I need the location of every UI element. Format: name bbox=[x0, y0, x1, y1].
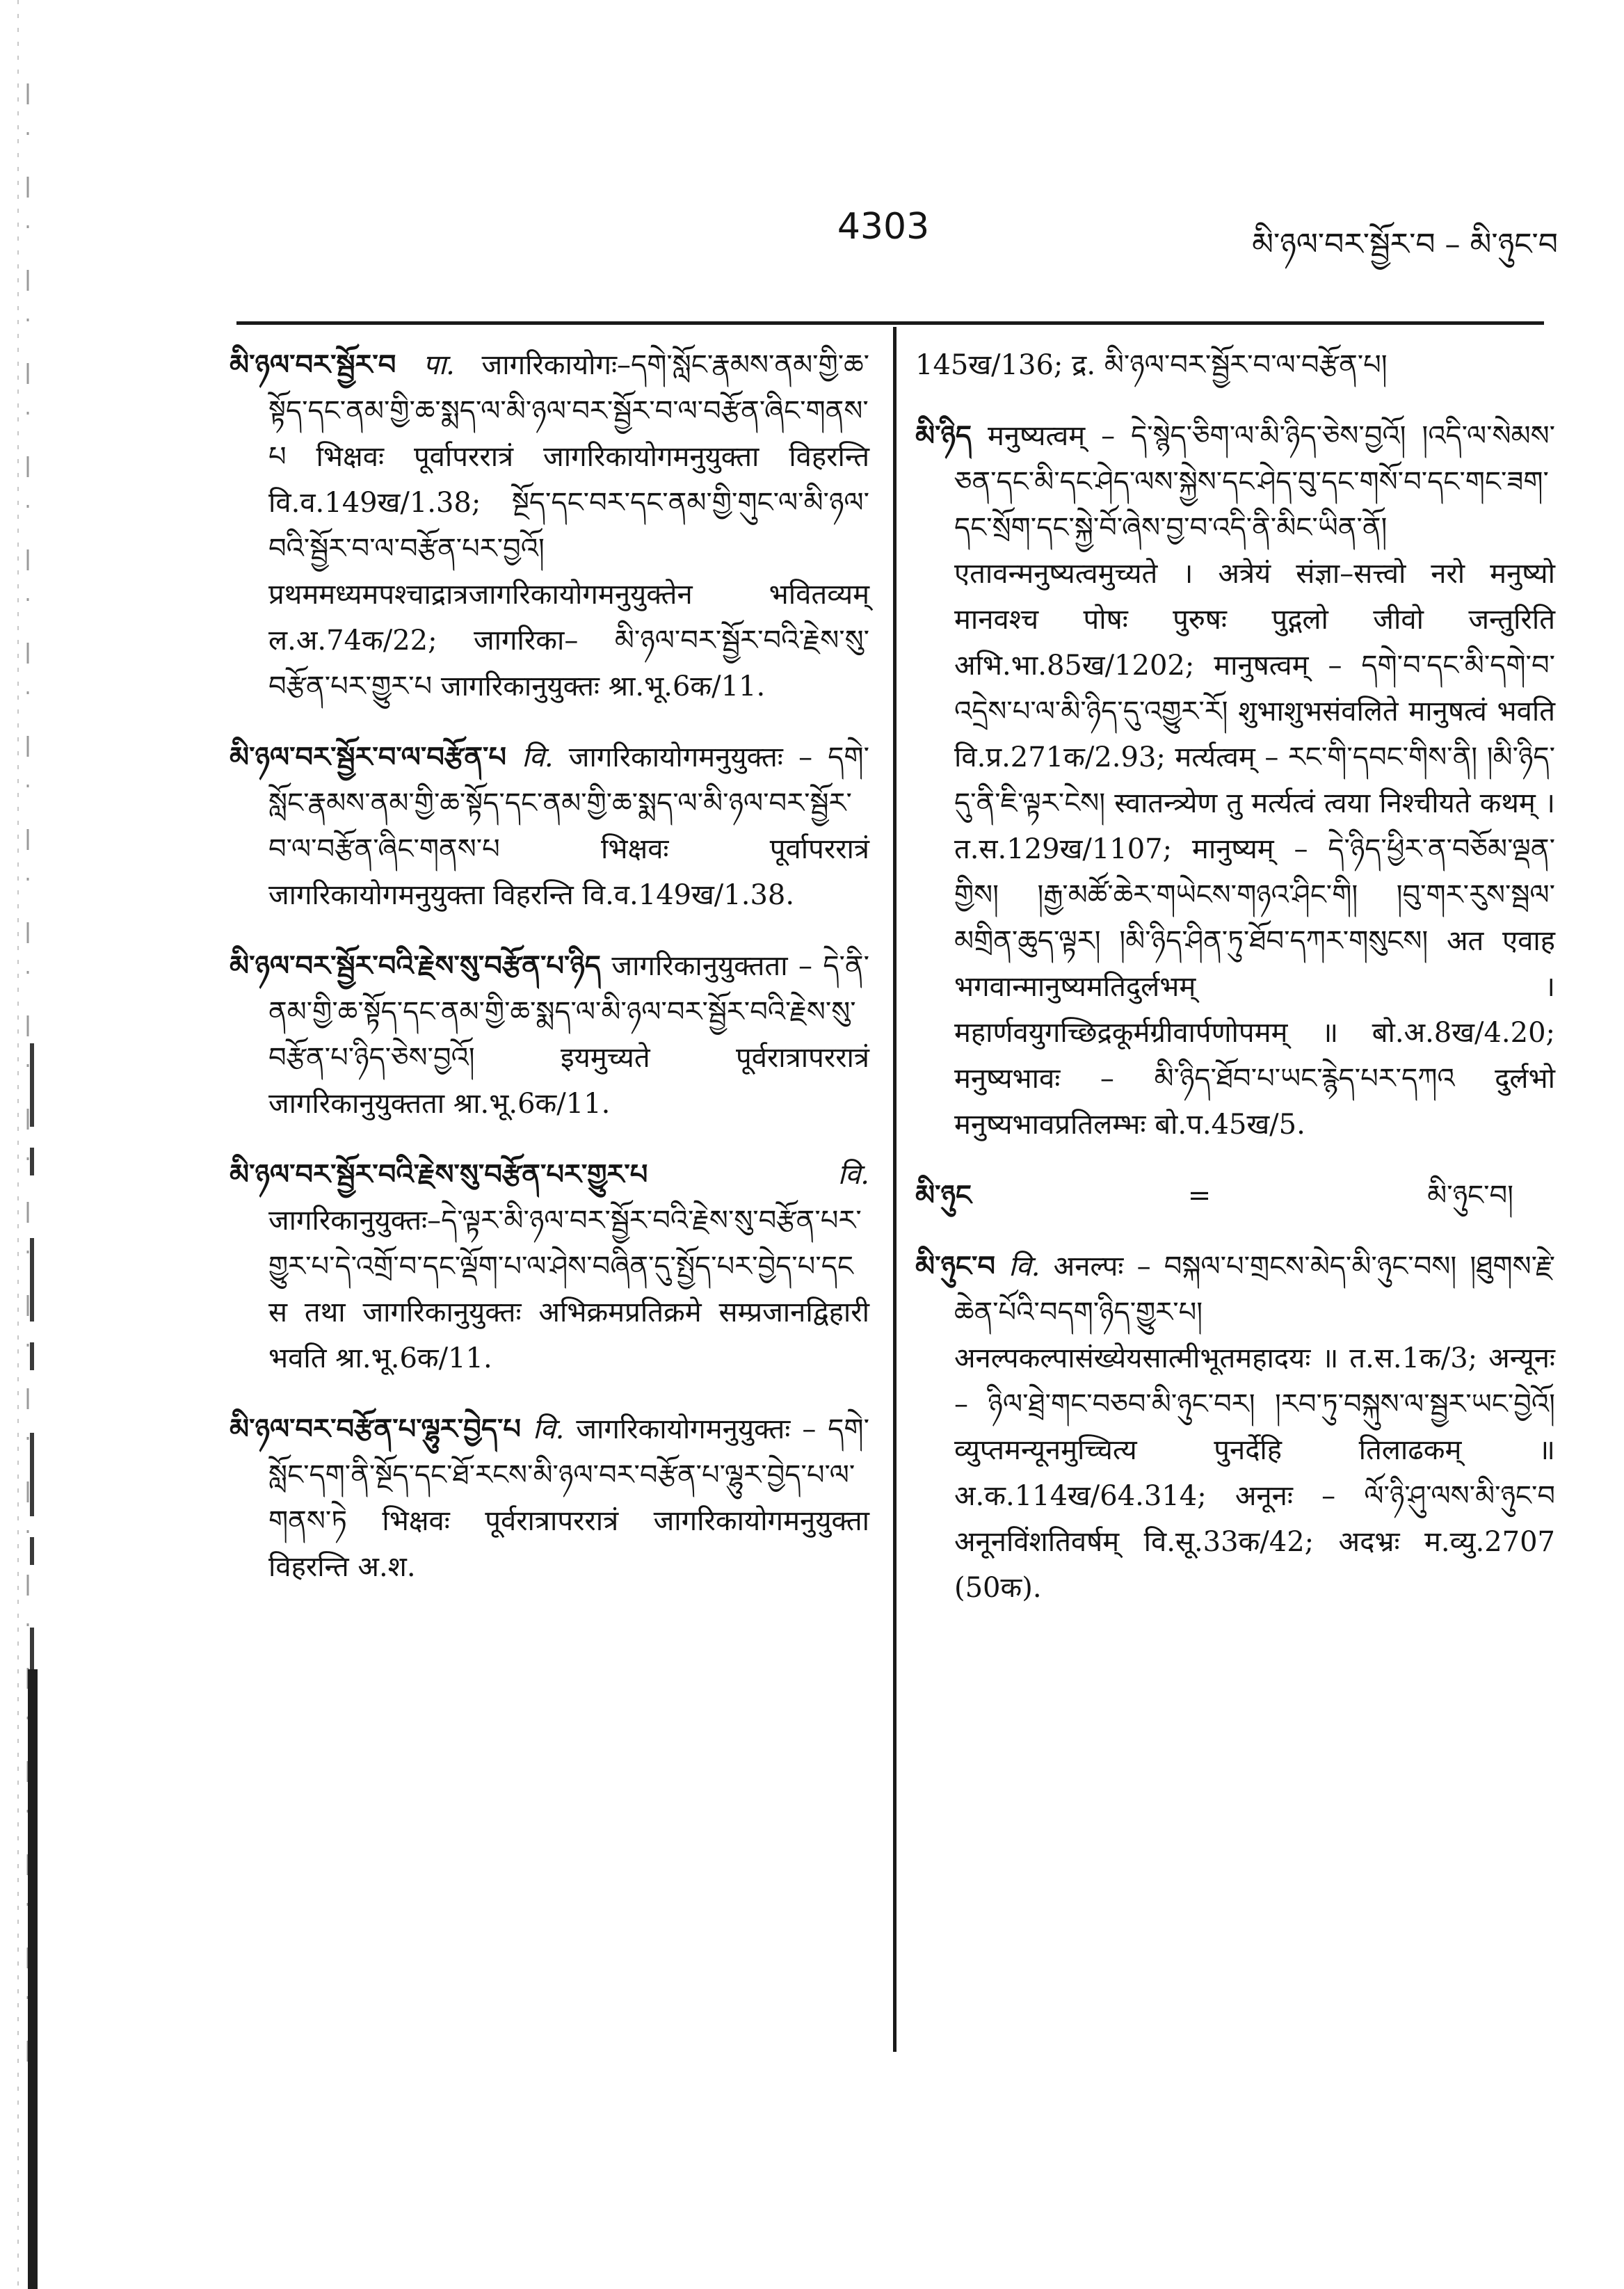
entry-body: जागरिकायोगः–དགེ་སློང་རྣམས་ནམ་གྱི་ཆ་སྟོད་དང་ནམ་གྱི་ཆ་སྨད་ལ་མི་ཉལ་བར་སྦྱོར་བ་ལ་བརྩོན་ཞིང་གནས་པ भिक्षवः पूर्वापररात्रं जागरिकायोगमनुयुक्ता विहरन्ति वि.व.149ख/1.38; སྔོད་དང་བར་དང་ནམ་གྱི་གུང་ལ་མི་ཉལ་བའི་སྦྱོར་བ་ལ་བརྩོན་པར་བྱའོ། प्रथममध्यमपश्चाद्रात्रजागरिकायोगमनुयुक्तेन भवितव्यम् ल.अ.74क/22; जागरिका– མི་ཉལ་བར་སྦྱོར་བའི་རྗེས་སུ་བརྩོན་པར་གྱུར་པ जागरिकानुयुक्तः श्रा.भू.6क/11. bbox=[268, 349, 870, 702]
entry-pos: वि. bbox=[837, 1159, 869, 1191]
scan-edge-shadow bbox=[4, 0, 49, 2289]
running-head: མི་ཉལ་བར་སྦྱོར་བ – མི་ཉུང་བ bbox=[1252, 227, 1558, 262]
entry-headword: མི་ཉིད bbox=[915, 419, 972, 452]
dictionary-entry bbox=[230, 734, 869, 918]
entry-headword: མི་ཉལ་བར་སྦྱོར་བ་ལ་བརྩོན་པ bbox=[230, 741, 507, 773]
entry-body: जागरिकायोगमनुयुक्तः – དགེ་སློང་རྣམས་ནམ་གྱི་ཆ་སྟོད་དང་ནམ་གྱི་ཆ་སྨད་ལ་མི་ཉལ་བར་སྦྱོར་བ་ལ་བརྩོན་ཞིང་གནས་པ भिक्षवः पूर्वापररात्रं जागरिकायोगमनुयुक्ता विहरन्ति वि.व.149ख/1.38. bbox=[268, 741, 869, 911]
entry-body: जागरिकानुयुक्तता – དེ་ནི་ནམ་གྱི་ཆ་སྟོད་དང་ནམ་གྱི་ཆ་སྨད་ལ་མི་ཉལ་བར་སྦྱོར་བའི་རྗེས་སུ་བརྩོན་པ་ཉིད་ཅེས་བྱའོ། इयमुच्यते पूर्वरात्रापररात्रं जागरिकानुयुक्तता श्रा.भू.6क/11. bbox=[268, 950, 870, 1120]
header-rule bbox=[236, 321, 1544, 325]
entry-pos: वि. bbox=[522, 741, 554, 773]
entry-headword: མི་ཉལ་བར་སྦྱོར་བའི་རྗེས་སུ་བརྩོན་པ་ཉིད bbox=[230, 949, 601, 982]
entry-pos: वि. bbox=[533, 1413, 565, 1445]
dictionary-entry bbox=[230, 342, 869, 709]
entry-body: 145ख/136; द्र. མི་ཉལ་བར་སྦྱོར་བ་ལ་བརྩོན་པ། bbox=[915, 349, 1388, 381]
entry-headword: མི་ཉལ་བར་སྦྱོར་བའི་རྗེས་སུ་བརྩོན་པར་གྱུར་པ bbox=[230, 1158, 648, 1191]
xref-sign: = bbox=[1187, 1180, 1212, 1212]
left-column bbox=[230, 342, 869, 1615]
dictionary-entry bbox=[230, 1406, 869, 1590]
entry-body: जागरिकानुयुक्तः–དེ་ལྟར་མི་ཉལ་བར་སྦྱོར་བའི་རྗེས་སུ་བརྩོན་པར་གྱུར་པ་དེ་འགྲོ་བ་དང་ལྡོག་པ་ལ་ཤེས་བཞིན་དུ་སྤྱོད་པར་བྱེད་པ་དང स तथा जागरिकानुयुक्तः अभिक्रमप्रतिक्रमे सम्प्रजानद्विहारी भवति श्रा.भू.6क/11. bbox=[268, 1205, 869, 1374]
entry-headword: མི་ཉུང་བ bbox=[915, 1250, 995, 1283]
entry-body: जागरिकायोगमनुयुक्तः – དགེ་སློང་དག་ནི་སྔོད་དང་ཐོ་རངས་མི་ཉལ་བར་བརྩོན་པ་ལྷུར་བྱེད་པ་ལ་གནས་ཏེ भिक्षवः पूर्वरात्रापररात्रं जागरिकायोगमनुयुक्ता विहरन्ति अ.श. bbox=[268, 1413, 869, 1583]
entry-body: मनुष्यत्वम् – དེ་སྙེད་ཅིག་ལ་མི་ཉིད་ཅེས་བྱའོ། །འདི་ལ་སེམས་ཅན་དང་མི་དང་ཤེད་ལས་སྐྱེས་དང་ཤེད་བུ་དང་གསོ་བ་དང་གང་ཟག་དང་སྲོག་དང་སྐྱེ་བོ་ཞེས་བྱ་བ་འདི་ནི་མིང་ཡིན་ནོ། एतावन्मनुष्यत्वमुच्यते । अत्रेयं संज्ञा–सत्त्वो नरो मनुष्यो मानवश्च पोषः पुरुषः पुद्गलो जीवो जन्तुरिति अभि.भा.85ख/1202; मानुषत्वम् – དགེ་བ་དང་མི་དགེ་བ་འདྲེས་པ་ལ་མི་ཉིད་དུ་འགྱུར་རོ། शुभाशुभसंवलिते मानुषत्वं भवति वि.प्र.271क/2.93; मर्त्यत्वम् – རང་གི་དབང་གིས་ནི། །མི་ཉིད་དུ་ནི་ཇི་ལྟར་ངེས། स्वातन्त्र्येण तु मर्त्यत्वं त्वया निश्चीयते कथम् । त.स.129ख/1107; मानुष्यम् – དེ་ཉིད་ཕྱིར་ན་བཅོམ་ལྡན་གྱིས། །རྒྱ་མཚོ་ཆེར་གཡེངས་གཉའ་ཤིང་གི། །བུ་གར་རུས་སྦལ་མགྲིན་ཆུད་ལྟར། །མི་ཉིད་ཤིན་ཏུ་ཐོབ་དཀར་གསུངས། अत एवाह भगवान्मानुष्यमतिदुर्लभम् । महार्णवयुगच्छिद्रकूर्मग्रीवार्पणोपमम् ॥ बो.अ.8ख/4.20; मनुष्यभावः – མི་ཉིད་ཐོབ་པ་ཡང་རྙེད་པར་དཀའ दुर्लभो मनुष्यभावप्रतिलम्भः बो.प.45ख/5. bbox=[954, 420, 1555, 1141]
xref-target: མི་ཉུང་བ། bbox=[1427, 1180, 1513, 1212]
entry-pos: पा. bbox=[423, 349, 455, 381]
dictionary-entry bbox=[230, 943, 869, 1127]
dictionary-entry bbox=[915, 1244, 1555, 1611]
entry-headword: མི་ཉལ་བར་བརྩོན་པ་ལྷུར་བྱེད་པ bbox=[230, 1413, 522, 1445]
dictionary-entry bbox=[230, 1152, 869, 1381]
entry-headword: མི་ཉལ་བར་སྦྱོར་བ bbox=[230, 348, 396, 381]
cross-reference bbox=[915, 1173, 1555, 1219]
right-column bbox=[915, 342, 1555, 1636]
xref-headword: མི་ཉུང bbox=[915, 1179, 972, 1212]
page-number: 4303 bbox=[837, 206, 930, 248]
entry-continuation bbox=[915, 342, 1555, 388]
column-divider bbox=[893, 327, 897, 2052]
entry-body: अनल्पः – བསྐལ་པ་གྲངས་མེད་མི་ཉུང་བས། །ཐུགས་རྗེ་ཆེན་པོའི་བདག་ཉིད་གྱུར་པ། अनल्पकल्पासंख्येयसात्मीभूतमहादयः ॥ त.स.1क/3; अन्यूनः – ཉིལ་ཐྲེ་གང་བཅབ་མི་ཉུང་བར། །རབ་ཏུ་བསྐུས་ལ་སྦྱར་ཡང་བྱེའོ། व्युप्तमन्यूनमुच्चित्य पुनर्देहि तिलाढकम् ॥ अ.क.114ख/64.314; अनूनः – ལོ་ཉི་ཤུ་ལས་མི་ཉུང་བ अनूनविंशतिवर्षम् वि.सू.33क/42; अदभ्रः म.व्यु.2707 (50क). bbox=[954, 1251, 1555, 1604]
entry-pos: वि. bbox=[1008, 1251, 1040, 1283]
dictionary-entry bbox=[915, 413, 1555, 1148]
